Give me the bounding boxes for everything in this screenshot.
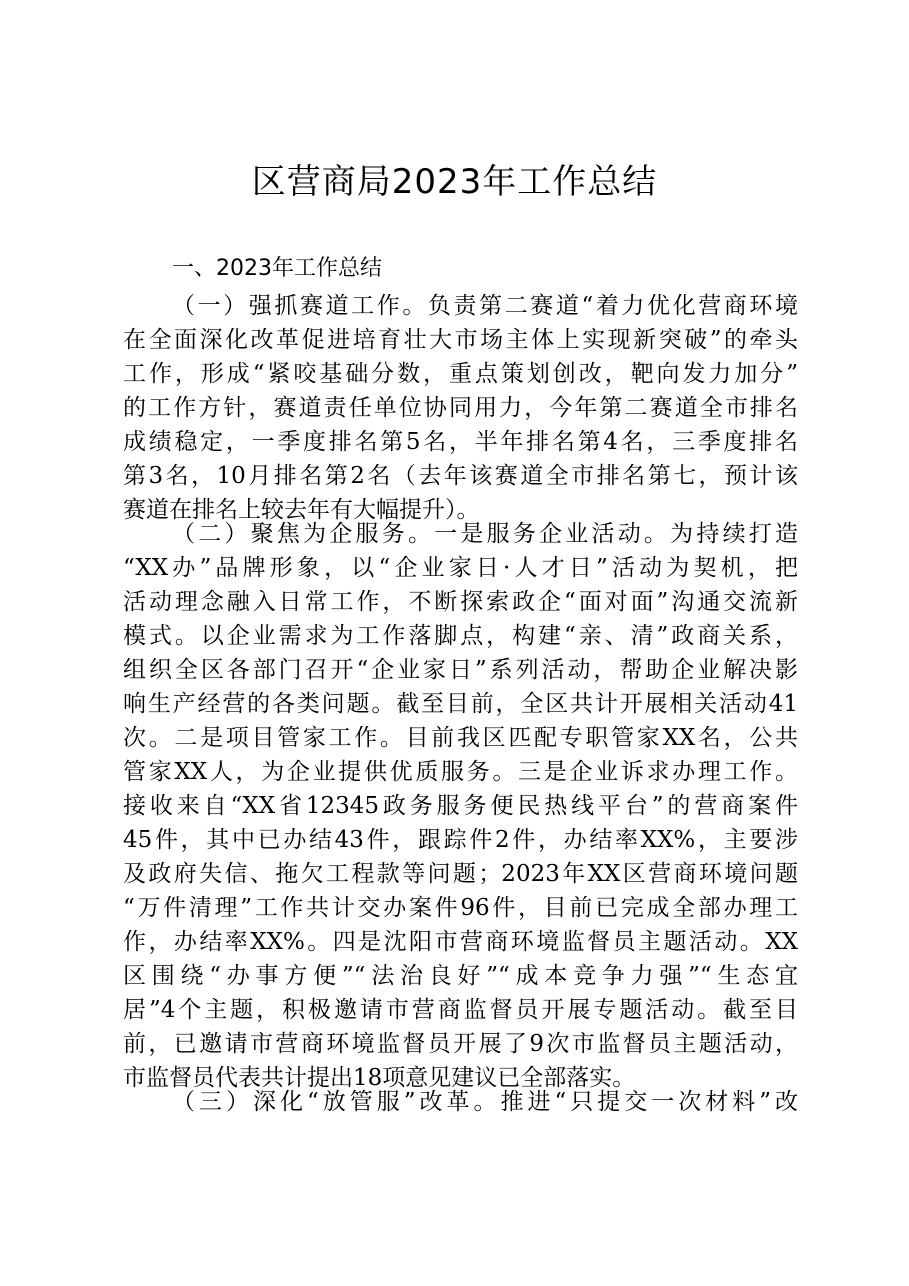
paragraph-line: 第3名，10月排名第2名（去年该赛道全市排名第七，预计该 [123,463,798,489]
paragraph-line: 居”4个主题，积极邀请市营商监督员开展专题活动。截至目 [123,997,798,1023]
paragraph-line: 管家XX人，为企业提供优质服务。三是企业诉求办理工作。 [123,759,798,785]
paragraph-line: “万件清理”工作共计交办案件96件，目前已完成全部办理工 [123,895,798,921]
paragraph-line: 模式。以企业需求为工作落脚点，构建“亲、清”政商关系， [123,623,798,649]
section-heading: 一、2023年工作总结 [172,256,382,281]
paragraph-3 [123,1085,798,1119]
document-title: 区营商局2023年工作总结 [251,162,658,202]
paragraph-line: 活动理念融入日常工作，不断探索政企“面对面”沟通交流新 [123,589,798,615]
paragraph-line: 市监督员代表共计提出18项意见建议已全部落实。 [123,1065,636,1091]
paragraph-line: 成绩稳定，一季度排名第5名，半年排名第4名，三季度排名 [123,429,798,455]
paragraph-1 [123,289,798,527]
paragraph-2 [123,517,798,1095]
paragraph-line: 在全面深化改革促进培育壮大市场主体上实现新突破”的牵头 [123,327,798,353]
paragraph-line: 组织全区各部门召开“企业家日”系列活动，帮助企业解决影 [123,657,798,683]
paragraph-line: 作，办结率XX%。四是沈阳市营商环境监督员主题活动。XX [123,929,798,955]
paragraph-line: 接收来自“XX省12345政务服务便民热线平台”的营商案件 [123,793,798,819]
paragraph-line: （二）聚焦为企服务。一是服务企业活动。为持续打造 [172,521,798,547]
paragraph-line: 次。二是项目管家工作。目前我区匹配专职管家XX名，公共 [123,725,798,751]
paragraph-line: 工作，形成“紧咬基础分数，重点策划创改，靶向发力加分” [123,361,798,387]
paragraph-line: 响生产经营的各类问题。截至目前，全区共计开展相关活动41 [123,691,798,717]
paragraph-line: 区围绕“办事方便”“法治良好”“成本竞争力强”“生态宜 [123,963,798,989]
paragraph-line: 及政府失信、拖欠工程款等问题；2023年XX区营商环境问题 [123,861,798,887]
paragraph-line: 45件，其中已办结43件，跟踪件2件，办结率XX%，主要涉 [123,827,798,853]
paragraph-line: （三）深化“放管服”改革。推进“只提交一次材料”改 [172,1089,798,1115]
paragraph-line: 的工作方针，赛道责任单位协同用力，今年第二赛道全市排名 [123,395,798,421]
paragraph-line: 赛道在排名上较去年有大幅提升）。 [123,497,480,523]
paragraph-line: “XX办”品牌形象，以“企业家日·人才日”活动为契机，把 [123,555,798,581]
paragraph-line: 前，已邀请市营商环境监督员开展了9次市监督员主题活动， [123,1031,798,1057]
paragraph-line: （一）强抓赛道工作。负责第二赛道“着力优化营商环境 [172,293,798,319]
